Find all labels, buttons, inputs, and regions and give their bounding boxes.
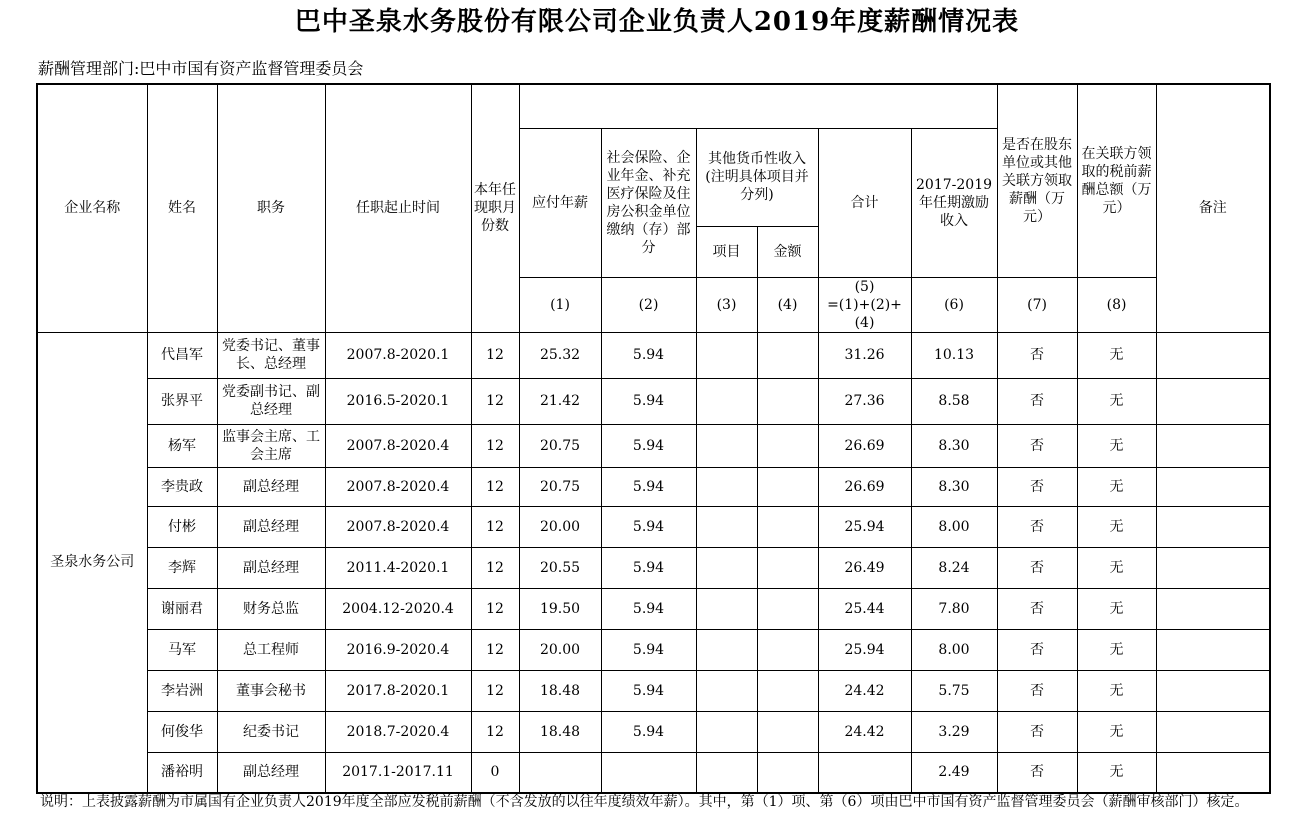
social-insurance-cell: 5.94	[601, 424, 696, 467]
remarks-cell	[1156, 547, 1270, 588]
term-cell: 2018.7-2020.4	[325, 711, 471, 752]
term-cell: 2011.4-2020.1	[325, 547, 471, 588]
total-cell: 24.42	[818, 670, 911, 711]
incentive-cell: 8.30	[911, 467, 997, 506]
header-remarks: 备注	[1156, 84, 1270, 332]
shareholder-pay-cell: 否	[997, 332, 1077, 378]
salary-table	[36, 83, 1271, 794]
remarks-cell	[1156, 752, 1270, 793]
other-item-cell	[696, 506, 757, 547]
position-cell: 副总经理	[217, 547, 325, 588]
related-pay-cell: 无	[1077, 378, 1156, 424]
months-cell: 12	[471, 547, 519, 588]
other-amount-cell	[757, 711, 818, 752]
header-company: 企业名称	[37, 84, 147, 332]
shareholder-pay-cell: 否	[997, 588, 1077, 629]
social-insurance-cell: 5.94	[601, 588, 696, 629]
other-item-cell	[696, 670, 757, 711]
shareholder-pay-cell: 否	[997, 467, 1077, 506]
months-cell: 12	[471, 506, 519, 547]
other-amount-cell	[757, 752, 818, 793]
table-row	[37, 629, 1270, 670]
months-cell: 0	[471, 752, 519, 793]
position-cell: 纪委书记	[217, 711, 325, 752]
position-cell: 党委副书记、副总经理	[217, 378, 325, 424]
other-amount-cell	[757, 670, 818, 711]
term-cell: 2007.8-2020.4	[325, 424, 471, 467]
total-cell: 24.42	[818, 711, 911, 752]
col-number-6: (6)	[911, 277, 997, 332]
person-name-cell: 代昌军	[147, 332, 217, 378]
header-item: 项目	[697, 227, 758, 277]
incentive-cell: 7.80	[911, 588, 997, 629]
incentive-cell: 8.24	[911, 547, 997, 588]
salary-payable-cell: 19.50	[519, 588, 601, 629]
months-cell: 12	[471, 332, 519, 378]
remarks-cell	[1156, 711, 1270, 752]
person-name-cell: 李辉	[147, 547, 217, 588]
related-pay-cell: 无	[1077, 711, 1156, 752]
remarks-cell	[1156, 670, 1270, 711]
header-other-income	[696, 128, 818, 277]
table-row	[37, 332, 1270, 378]
person-name-cell: 付彬	[147, 506, 217, 547]
salary-payable-cell: 25.32	[519, 332, 601, 378]
salary-payable-cell	[519, 752, 601, 793]
total-cell: 25.94	[818, 629, 911, 670]
remarks-cell	[1156, 332, 1270, 378]
other-amount-cell	[757, 424, 818, 467]
incentive-cell: 10.13	[911, 332, 997, 378]
incentive-cell: 5.75	[911, 670, 997, 711]
shareholder-pay-cell: 否	[997, 629, 1077, 670]
person-name-cell: 谢丽君	[147, 588, 217, 629]
salary-payable-cell: 20.00	[519, 629, 601, 670]
table-row	[37, 424, 1270, 467]
person-name-cell: 何俊华	[147, 711, 217, 752]
other-amount-cell	[757, 588, 818, 629]
remarks-cell	[1156, 506, 1270, 547]
other-item-cell	[696, 547, 757, 588]
term-cell: 2017.1-2017.11	[325, 752, 471, 793]
table-row	[37, 378, 1270, 424]
related-pay-cell: 无	[1077, 467, 1156, 506]
remarks-cell	[1156, 588, 1270, 629]
other-item-cell	[696, 711, 757, 752]
other-item-cell	[696, 752, 757, 793]
position-cell: 监事会主席、工会主席	[217, 424, 325, 467]
total-cell: 31.26	[818, 332, 911, 378]
salary-payable-cell: 20.55	[519, 547, 601, 588]
incentive-cell: 8.30	[911, 424, 997, 467]
total-cell: 26.69	[818, 467, 911, 506]
other-item-cell	[696, 332, 757, 378]
header-other-income-label: 其他货币性收入(注明具体项目并分列)	[697, 129, 818, 227]
person-name-cell: 马军	[147, 629, 217, 670]
shareholder-pay-cell: 否	[997, 670, 1077, 711]
col-number-5-label: (5)	[854, 278, 875, 295]
other-item-cell	[696, 629, 757, 670]
position-cell: 副总经理	[217, 506, 325, 547]
months-cell: 12	[471, 378, 519, 424]
header-term: 任职起止时间	[325, 84, 471, 332]
other-amount-cell	[757, 547, 818, 588]
other-item-cell	[696, 467, 757, 506]
incentive-cell: 8.00	[911, 506, 997, 547]
person-name-cell: 李贵政	[147, 467, 217, 506]
related-pay-cell: 无	[1077, 629, 1156, 670]
position-cell: 副总经理	[217, 752, 325, 793]
person-name-cell: 杨军	[147, 424, 217, 467]
social-insurance-cell: 5.94	[601, 506, 696, 547]
term-cell: 2007.8-2020.1	[325, 332, 471, 378]
remarks-cell	[1156, 378, 1270, 424]
total-cell: 25.44	[818, 588, 911, 629]
table-row	[37, 588, 1270, 629]
header-incentive: 2017-2019年任期激励收入	[911, 128, 997, 277]
header-related-pay: 在关联方领取的税前薪酬总额（万元）	[1077, 84, 1156, 277]
term-cell: 2007.8-2020.4	[325, 506, 471, 547]
header-shareholder-pay: 是否在股东单位或其他关联方领取薪酬（万元）	[997, 84, 1077, 277]
social-insurance-cell: 5.94	[601, 629, 696, 670]
salary-payable-cell: 20.75	[519, 424, 601, 467]
total-cell: 26.69	[818, 424, 911, 467]
position-cell: 总工程师	[217, 629, 325, 670]
table-row	[37, 711, 1270, 752]
header-salary-payable: 应付年薪	[519, 128, 601, 277]
department-line: 薪酬管理部门:巴中市国有资产监督管理委员会	[38, 59, 364, 78]
shareholder-pay-cell: 否	[997, 547, 1077, 588]
months-cell: 12	[471, 670, 519, 711]
header-amount: 金额	[773, 243, 802, 260]
total-cell	[818, 752, 911, 793]
other-item-cell	[696, 588, 757, 629]
col-number-5-formula: =(1)+(2)+(4)	[827, 296, 902, 331]
term-cell: 2004.12-2020.4	[325, 588, 471, 629]
months-cell: 12	[471, 629, 519, 670]
incentive-cell: 8.58	[911, 378, 997, 424]
remarks-cell	[1156, 467, 1270, 506]
person-name-cell: 李岩洲	[147, 670, 217, 711]
social-insurance-cell: 5.94	[601, 670, 696, 711]
other-amount-cell	[757, 629, 818, 670]
table-row	[37, 467, 1270, 506]
other-item-cell	[696, 378, 757, 424]
months-cell: 12	[471, 588, 519, 629]
related-pay-cell: 无	[1077, 547, 1156, 588]
shareholder-pay-cell: 否	[997, 752, 1077, 793]
other-item-cell	[696, 424, 757, 467]
social-insurance-cell: 5.94	[601, 547, 696, 588]
remarks-cell	[1156, 424, 1270, 467]
incentive-cell: 8.00	[911, 629, 997, 670]
incentive-cell: 3.29	[911, 711, 997, 752]
table-row	[37, 752, 1270, 793]
table-row	[37, 506, 1270, 547]
social-insurance-cell	[601, 752, 696, 793]
term-cell: 2007.8-2020.4	[325, 467, 471, 506]
person-name-cell: 潘裕明	[147, 752, 217, 793]
term-cell: 2016.5-2020.1	[325, 378, 471, 424]
header-blank-group	[519, 84, 997, 128]
col-number-7: (7)	[997, 277, 1077, 332]
shareholder-pay-cell: 否	[997, 506, 1077, 547]
page-title: 巴中圣泉水务股份有限公司企业负责人2019年度薪酬情况表	[294, 7, 1020, 37]
related-pay-cell: 无	[1077, 588, 1156, 629]
other-amount-cell	[757, 467, 818, 506]
months-cell: 12	[471, 467, 519, 506]
table-row	[37, 670, 1270, 711]
related-pay-cell: 无	[1077, 670, 1156, 711]
salary-payable-cell: 21.42	[519, 378, 601, 424]
related-pay-cell: 无	[1077, 752, 1156, 793]
salary-payable-cell: 20.00	[519, 506, 601, 547]
months-cell: 12	[471, 424, 519, 467]
table-row	[37, 547, 1270, 588]
remarks-cell	[1156, 629, 1270, 670]
col-number-4: (4)	[757, 277, 818, 332]
footnote: 说明：上表披露薪酬为市属国有企业负责人2019年度全部应发税前薪酬（不含发放的以往年度绩效年薪）。其中，第（1）项、第（6）项由巴中市国有资产监督管理委员会（薪酬审核部门）核定。	[40, 794, 1249, 810]
col-number-1: (1)	[519, 277, 601, 332]
position-cell: 财务总监	[217, 588, 325, 629]
shareholder-pay-cell: 否	[997, 424, 1077, 467]
col-number-8: (8)	[1077, 277, 1156, 332]
related-pay-cell: 无	[1077, 506, 1156, 547]
position-cell: 党委书记、董事长、总经理	[217, 332, 325, 378]
header-social-insurance: 社会保险、企业年金、补充医疗保险及住房公积金单位缴纳（存）部分	[601, 128, 696, 277]
social-insurance-cell: 5.94	[601, 467, 696, 506]
related-pay-cell: 无	[1077, 332, 1156, 378]
other-amount-cell	[757, 378, 818, 424]
col-number-5	[818, 277, 911, 332]
position-cell: 副总经理	[217, 467, 325, 506]
social-insurance-cell: 5.94	[601, 332, 696, 378]
header-position: 职务	[217, 84, 325, 332]
person-name-cell: 张界平	[147, 378, 217, 424]
col-number-2: (2)	[601, 277, 696, 332]
total-cell: 27.36	[818, 378, 911, 424]
incentive-cell: 2.49	[911, 752, 997, 793]
position-cell: 董事会秘书	[217, 670, 325, 711]
total-cell: 26.49	[818, 547, 911, 588]
social-insurance-cell: 5.94	[601, 711, 696, 752]
other-amount-cell	[757, 332, 818, 378]
salary-payable-cell: 18.48	[519, 711, 601, 752]
term-cell: 2017.8-2020.1	[325, 670, 471, 711]
salary-payable-cell: 18.48	[519, 670, 601, 711]
shareholder-pay-cell: 否	[997, 711, 1077, 752]
term-cell: 2016.9-2020.4	[325, 629, 471, 670]
col-number-3: (3)	[696, 277, 757, 332]
related-pay-cell: 无	[1077, 424, 1156, 467]
other-amount-cell	[757, 506, 818, 547]
shareholder-pay-cell: 否	[997, 378, 1077, 424]
header-months: 本年任现职月份数	[471, 84, 519, 332]
header-name: 姓名	[147, 84, 217, 332]
months-cell: 12	[471, 711, 519, 752]
social-insurance-cell: 5.94	[601, 378, 696, 424]
total-cell: 25.94	[818, 506, 911, 547]
company-name-cell: 圣泉水务公司	[37, 332, 147, 793]
salary-payable-cell: 20.75	[519, 467, 601, 506]
header-total: 合计	[818, 128, 911, 277]
